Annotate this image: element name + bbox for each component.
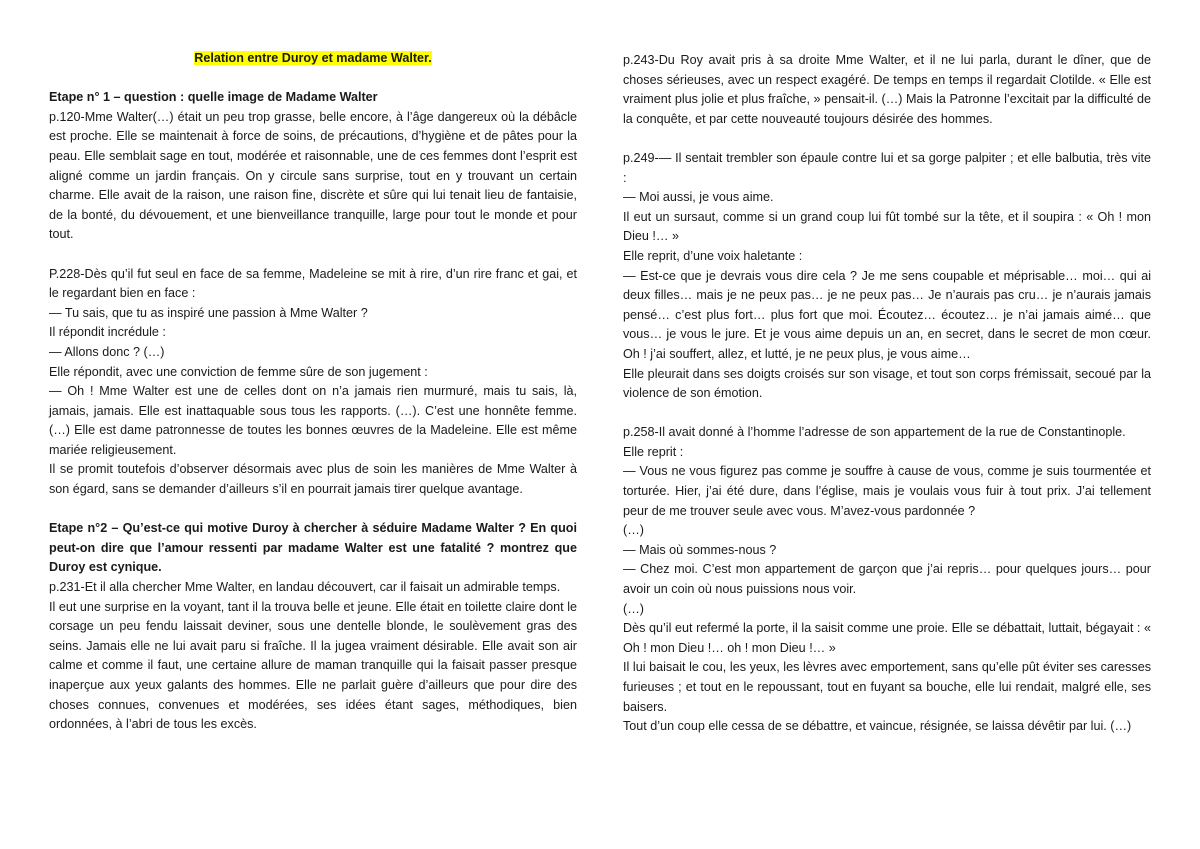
p249-narration-1: Il eut un sursaut, comme si un grand coup lui fût tombé sur la tête, et il soupira : « Oh ! mon Dieu !… »: [623, 209, 1151, 244]
document-title: [49, 49, 577, 69]
p120-paragraph: p.120-Mme Walter(…) était un peu trop grasse, belle encore, à l’âge dangereux où la débâcle est proche. Elle se maintenait à force de soins, de précautions, d’hygiène et de pâtes pour la peau. Elle semblait sage en tout, modérée et raisonnable, une de ces femmes dont l’esprit est aligné comme un jardin français. On y circule sans surprise, tout en y trouvant un certain charme. Elle avait de la raison, une raison fine, discrète et sûre qui lui tenait lieu de fantaisie, de la bonté, du dévouement, et une bienveillance tranquille, large pour tout le monde et pour tout.: [49, 109, 577, 242]
p258-dialogue-2: — Mais où sommes-nous ?: [623, 542, 777, 557]
p228-dialogue-2: — Allons donc ? (…): [49, 344, 165, 359]
p258-ellipsis-2: (…): [623, 601, 644, 616]
p249-narration-3: Elle pleurait dans ses doigts croisés sur son visage, et tout son corps frémissait, secoué par la violence de son émotion.: [623, 366, 1151, 401]
p228-dialogue-1: — Tu sais, que tu as inspiré une passion à Mme Walter ?: [49, 305, 368, 320]
p258-narration-3: Il lui baisait le cou, les yeux, les lèvres avec emportement, sans qu’elle pût éviter ses caresses furieuses ; et tout en le repoussant, tout en fuyant sa bouche, elle lui rendait, malgré elle, ses baisers.: [623, 660, 1151, 714]
p228-narration-2: Elle répondit, avec une conviction de femme sûre de son jugement :: [49, 364, 428, 379]
p243-paragraph: p.243-Du Roy avait pris à sa droite Mme Walter, et il ne lui parla, durant le dîner, que de choses sérieuses, avec un respect exagéré. De temps en temps il regardait Clotilde. « Elle est vraiment plus jolie et plus fraîche, » pensait-il. (…) Mais la Patronne l’excitait par la difficulté de la conquête, et par cette nouveauté toujours désirée des hommes.: [623, 53, 1151, 126]
p249-dialogue-1: — Moi aussi, je vous aime.: [623, 190, 774, 205]
p228-intro: P.228-Dès qu’il fut seul en face de sa femme, Madeleine se mit à rire, d’un rire franc et gai, et le regardant bien en face :: [49, 266, 577, 301]
etape1-heading: Etape n° 1 – question : quelle image de Madame Walter: [49, 90, 378, 105]
title-highlight: Relation entre Duroy et madame Walter.: [194, 51, 432, 65]
p258-narration-4: Tout d’un coup elle cessa de se débattre, et vaincue, résignée, se laissa dévêtir par lui. (…): [623, 719, 1132, 734]
p258-narration-1: Elle reprit :: [623, 444, 684, 459]
p231-intro: p.231-Et il alla chercher Mme Walter, en landau découvert, car il faisait un admirable temps.: [49, 580, 561, 595]
p258-dialogue-3: — Chez moi. C’est mon appartement de garçon que j’ai repris… pour quelques jours… pour avoir un coin où nous puissions nous voir.: [623, 562, 1151, 597]
p231-paragraph: Il eut une surprise en la voyant, tant il la trouva belle et jeune. Elle était en toilette claire dont le corsage un peu fendu laissait deviner, sous une dentelle blonde, le soulèvement gras des seins. Jamais elle ne lui avait paru si fraîche. Il la jugea vraiment désirable. Elle avait son air calme et comme il faut, une certaine allure de maman tranquille qui la faisait passer presque inaperçue aux yeux galants des hommes. Elle ne parlait guère d’ailleurs que pour dire des choses connues, convenues et modérées, ses idées étant sages, méthodiques, bien ordonnées, à l’abri de tous les excès.: [49, 599, 577, 732]
p258-dialogue-1: — Vous ne vous figurez pas comme je souffre à cause de vous, comme je suis tourmentée et torturée. Hier, j’ai été dure, dans l’église, mais je voulais vous fuir à tout prix. J’ai tellement peur de me trouver seule avec vous. M’avez-vous pardonnée ?: [623, 464, 1151, 518]
p228-narration-1: Il répondit incrédule :: [49, 325, 166, 340]
p228-dialogue-3: — Oh ! Mme Walter est une de celles dont on n’a jamais rien murmuré, mais tu sais, là, jamais, jamais. Elle est inattaquable sous tous les rapports. (…). C’est une honnête femme. (…) Elle est dame patronnesse de toutes les bonnes œuvres de la Madeleine. Elle est même mariée religieusement.: [49, 384, 577, 457]
p258-narration-2: Dès qu’il eut refermé la porte, il la saisit comme une proie. Elle se débattait, luttait, bégayait : « Oh ! mon Dieu !… oh ! mon Dieu !… »: [623, 621, 1151, 655]
p258-intro: p.258-Il avait donné à l’homme l’adresse de son appartement de la rue de Constantinople.: [623, 425, 1126, 440]
p249-intro: p.249-— Il sentait trembler son épaule contre lui et sa gorge palpiter ; et elle balbutia, très vite :: [623, 150, 1151, 185]
p249-narration-2: Elle reprit, d’une voix haletante :: [623, 248, 803, 263]
p228-conclusion: Il se promit toutefois d’observer désormais avec plus de soin les manières de Mme Walter à son égard, sans se demander d’ailleurs s’il en pourrait jamais tirer quelque avantage.: [49, 462, 577, 497]
etape2-heading: Etape n°2 – Qu’est-ce qui motive Duroy à chercher à séduire Madame Walter ? En quoi peut-on dire que l’amour ressenti par madame Walter est une fatalité ? montrez que Duroy est cynique.: [49, 521, 577, 575]
right-column: [623, 51, 1151, 737]
p249-dialogue-2: — Est-ce que je devrais vous dire cela ? Je me sens coupable et méprisable… moi… qui ai deux filles… mais je ne peux pas… je ne peux pas… Je n’aurais pas cru… je n’aurais jamais pensé… c’est plus fort… plus fort que moi. Écoutez… écoutez… je n’ai jamais aimé… que vous… je vous le jure. Et je vous aime depuis un an, en secret, dans le secret de mon cœur. Oh ! j’ai souffert, allez, et lutté, je ne peux plus, je vous aime…: [623, 268, 1151, 361]
left-column: [49, 49, 577, 735]
p258-ellipsis-1: (…): [623, 523, 644, 538]
